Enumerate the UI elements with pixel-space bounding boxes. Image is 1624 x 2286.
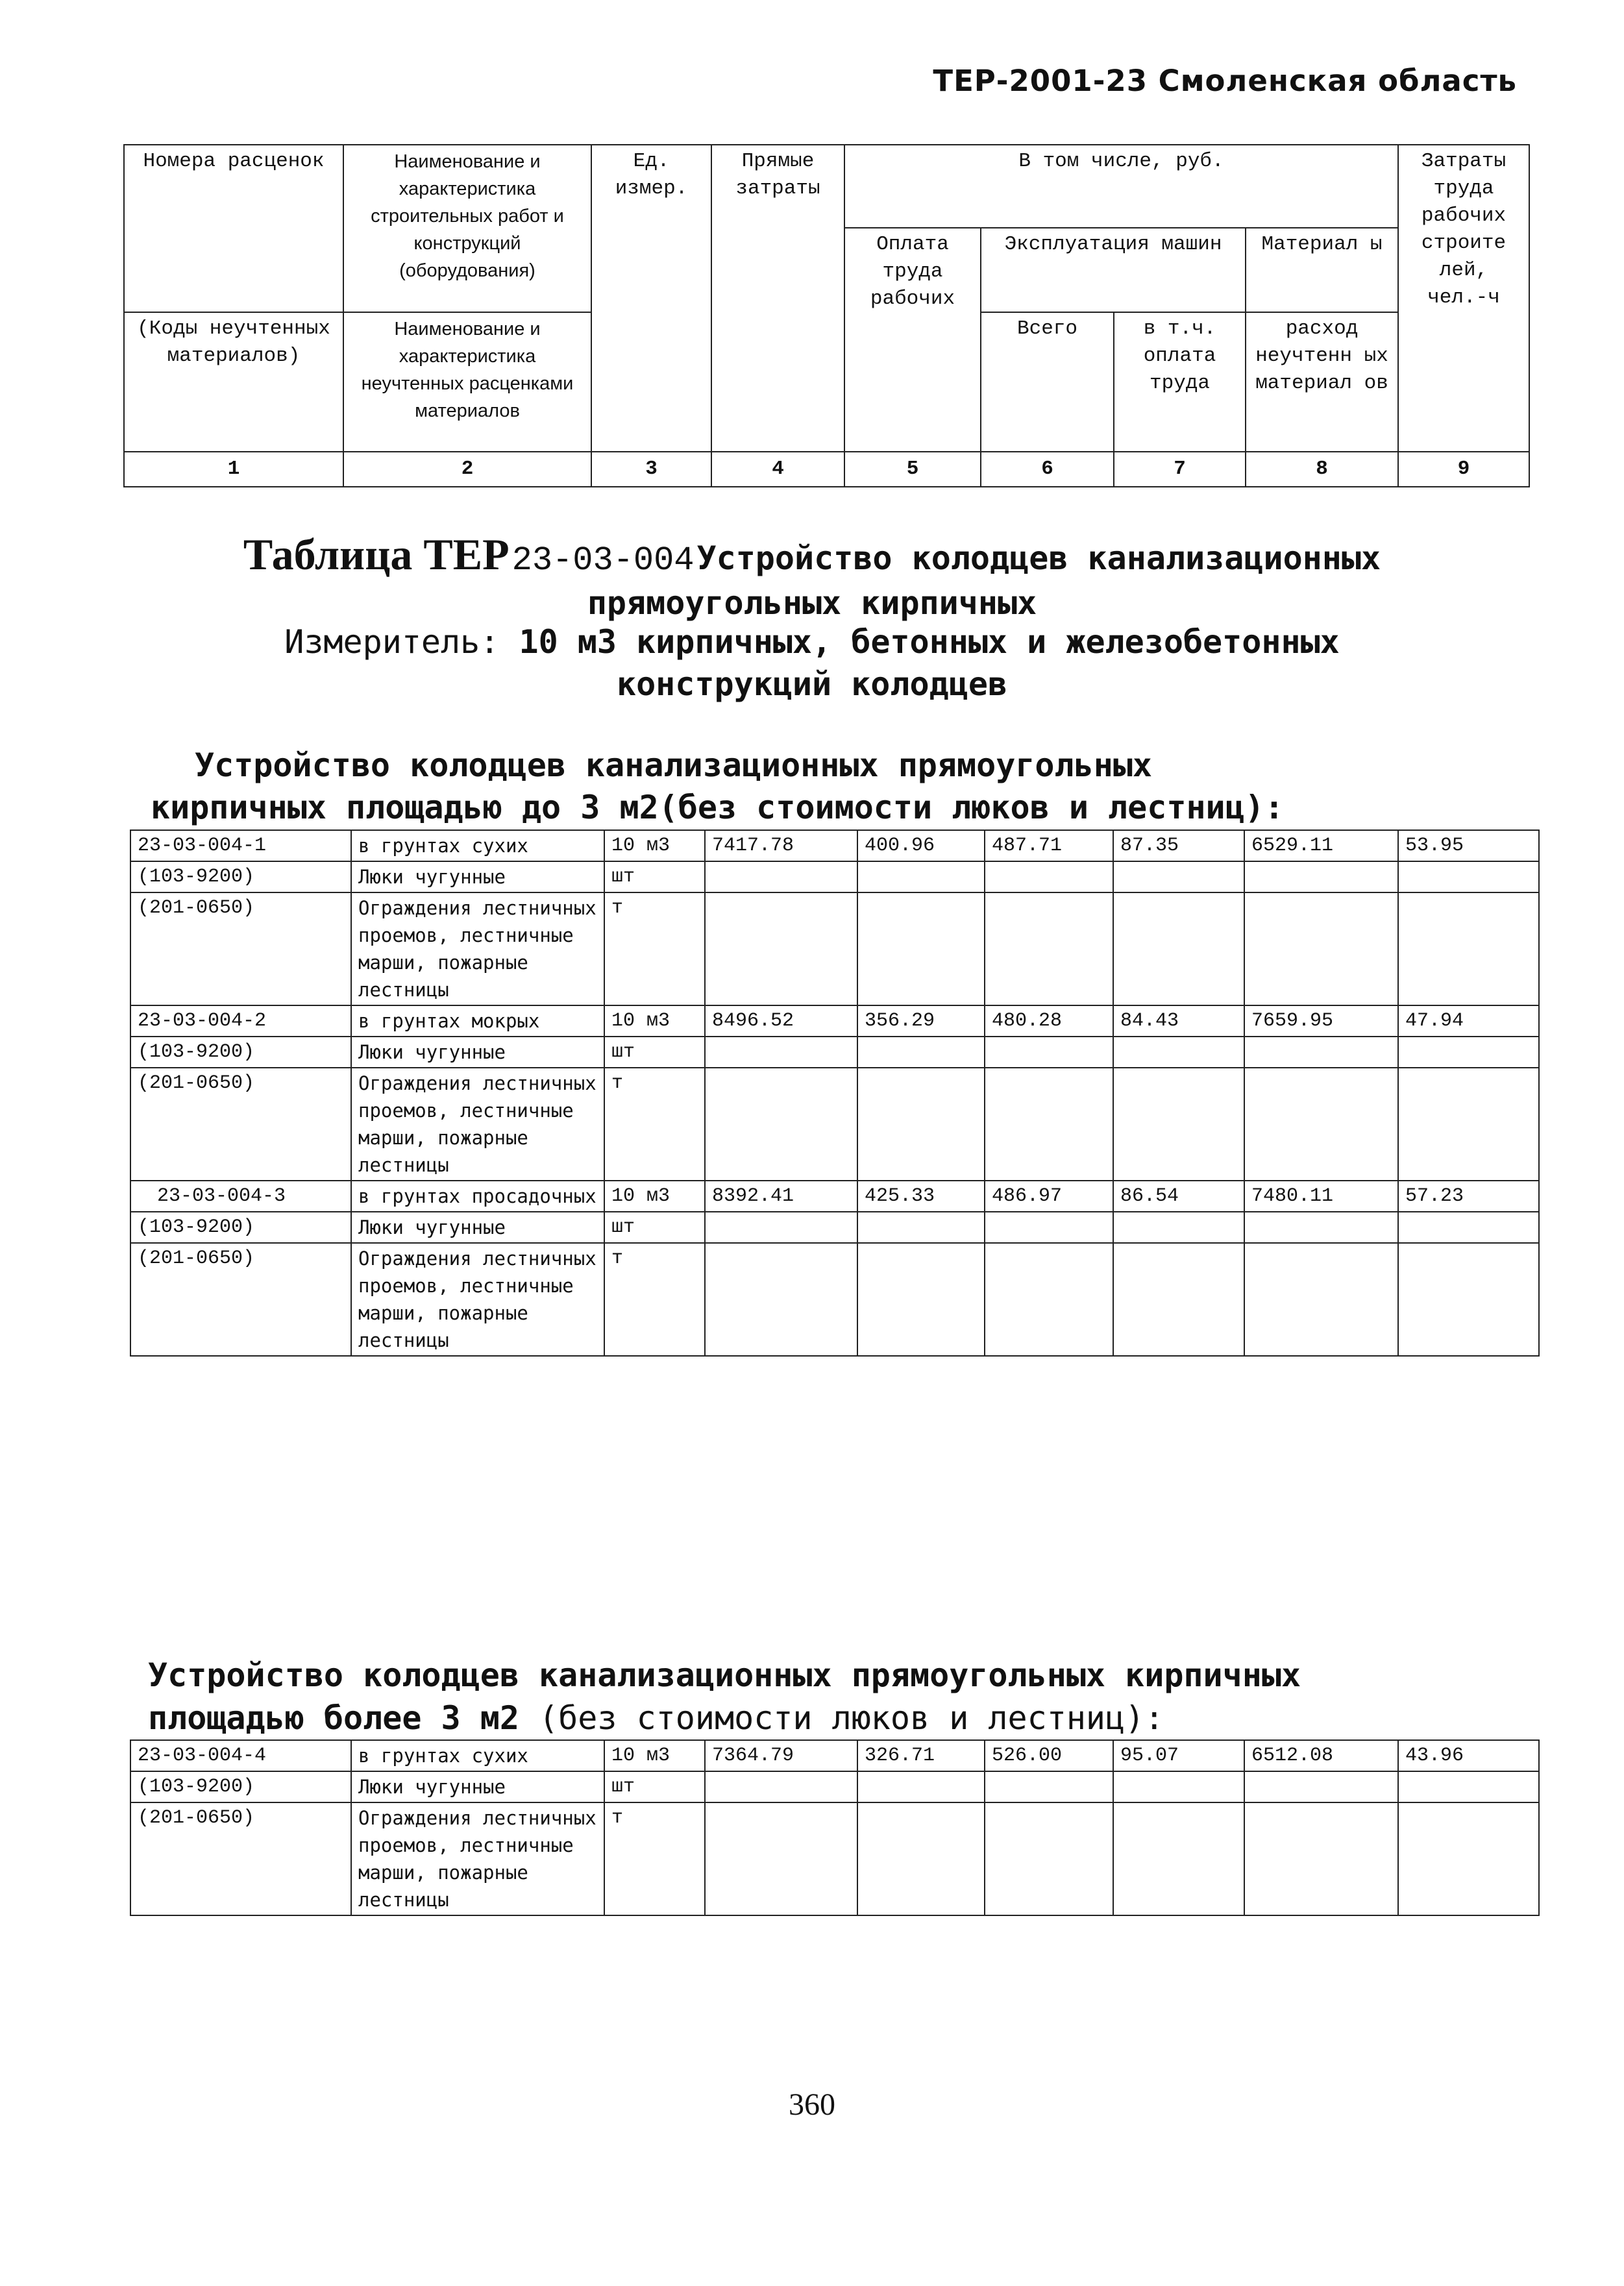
labor-pay-cell: [857, 1037, 985, 1068]
column-number: 1: [124, 452, 343, 487]
table-row: [130, 1005, 1539, 1037]
labor-pay-cell: 356.29: [857, 1005, 985, 1037]
section1-subtitle: [151, 789, 1284, 826]
direct-costs-cell: [705, 1212, 857, 1243]
machines-labor-cell: [1113, 1037, 1244, 1068]
labor-pay-cell: 400.96: [857, 830, 985, 861]
machines-total-cell: 480.28: [985, 1005, 1113, 1037]
labor-hours-cell: [1398, 1802, 1539, 1915]
column-number: 4: [711, 452, 844, 487]
machines-total-cell: [985, 1243, 1113, 1356]
materials-cell: [1244, 861, 1398, 892]
labor-pay-cell: [857, 892, 985, 1005]
materials-cell: 7659.95: [1244, 1005, 1398, 1037]
materials-cell: [1244, 1068, 1398, 1181]
rate-code-cell: 23-03-004-1: [130, 830, 351, 861]
direct-costs-cell: [705, 1243, 857, 1356]
rate-code-cell: (103-9200): [130, 1771, 351, 1802]
caption-meter: [0, 623, 1624, 661]
labor-pay-cell: 425.33: [857, 1181, 985, 1212]
labor-hours-cell: [1398, 1068, 1539, 1181]
materials-cell: 6512.08: [1244, 1740, 1398, 1771]
rate-code-cell: (103-9200): [130, 861, 351, 892]
unit-cell: 10 м3: [604, 1005, 705, 1037]
rates-table-1: [130, 830, 1540, 1357]
machines-total-cell: [985, 892, 1113, 1005]
machines-total-cell: [985, 1212, 1113, 1243]
rate-code-cell: 23-03-004-4: [130, 1740, 351, 1771]
section2-area: площадью более 3 м2: [148, 1699, 519, 1737]
work-name-cell: в грунтах сухих: [351, 830, 604, 861]
direct-costs-cell: [705, 861, 857, 892]
meter-value-line2: конструкций колодцев: [616, 665, 1008, 703]
meter-value: 10 м3 кирпичных, бетонных и железобетонных: [519, 623, 1340, 661]
table-row: [130, 1740, 1539, 1771]
unit-cell: шт: [604, 861, 705, 892]
direct-costs-cell: [705, 1068, 857, 1181]
direct-costs-cell: 8392.41: [705, 1181, 857, 1212]
header-materials: Материал ы: [1246, 228, 1398, 312]
materials-cell: [1244, 1771, 1398, 1802]
header-direct-costs: Прямые затраты: [711, 145, 844, 452]
rate-code-cell: (103-9200): [130, 1037, 351, 1068]
labor-hours-cell: 57.23: [1398, 1181, 1539, 1212]
machines-total-cell: [985, 1771, 1113, 1802]
work-name-cell: в грунтах сухих: [351, 1740, 604, 1771]
section1-title: Устройство колодцев канализационных прямоугольных: [195, 746, 1153, 784]
rate-code-cell: 23-03-004-2: [130, 1005, 351, 1037]
rate-code-cell: (201-0650): [130, 1802, 351, 1915]
labor-hours-cell: [1398, 1037, 1539, 1068]
section2-title: Устройство колодцев канализационных прямоугольных кирпичных: [148, 1656, 1301, 1694]
labor-hours-cell: [1398, 1771, 1539, 1802]
table-caption: [0, 529, 1624, 580]
work-name-cell: Люки чугунные: [351, 1037, 604, 1068]
machines-total-cell: [985, 861, 1113, 892]
unit-cell: 10 м3: [604, 1181, 705, 1212]
caption-lead: Таблица ТЕР: [243, 530, 510, 579]
header-labor-pay: Оплата труда рабочих: [844, 228, 981, 452]
rates-table-2: [130, 1739, 1540, 1916]
unit-cell: т: [604, 1243, 705, 1356]
column-number: 3: [591, 452, 711, 487]
meter-label: Измеритель:: [284, 623, 500, 661]
table-row: [130, 1068, 1539, 1181]
direct-costs-cell: [705, 1037, 857, 1068]
labor-hours-cell: 47.94: [1398, 1005, 1539, 1037]
machines-labor-cell: 84.43: [1113, 1005, 1244, 1037]
header-machines-total: Всего: [981, 312, 1114, 452]
labor-pay-cell: [857, 1771, 985, 1802]
header-unaccounted-materials: расход неучтенн ых материал ов: [1246, 312, 1398, 452]
section2-subtitle: [148, 1699, 1164, 1737]
table-row: [130, 1243, 1539, 1356]
rate-code-cell: (103-9200): [130, 1212, 351, 1243]
table-row: [130, 830, 1539, 861]
work-name-cell: в грунтах мокрых: [351, 1005, 604, 1037]
machines-labor-cell: [1113, 1802, 1244, 1915]
machines-labor-cell: [1113, 892, 1244, 1005]
work-name-cell: Ограждения лестничных проемов, лестничные марши, пожарные лестницы: [351, 892, 604, 1005]
work-name-cell: Люки чугунные: [351, 1212, 604, 1243]
unit-cell: т: [604, 892, 705, 1005]
page-number: 360: [789, 2087, 835, 2122]
machines-labor-cell: [1113, 1771, 1244, 1802]
machines-total-cell: [985, 1068, 1113, 1181]
materials-cell: [1244, 1212, 1398, 1243]
unit-cell: шт: [604, 1212, 705, 1243]
labor-pay-cell: [857, 861, 985, 892]
direct-costs-cell: [705, 1802, 857, 1915]
machines-labor-cell: 87.35: [1113, 830, 1244, 861]
rate-code-cell: (201-0650): [130, 892, 351, 1005]
section1-note: (без стоимости люков и лестниц):: [658, 789, 1284, 826]
unit-cell: 10 м3: [604, 830, 705, 861]
section2-note: (без стоимости люков и лестниц):: [539, 1699, 1164, 1737]
header-labor-hours: Затраты труда рабочих строите лей, чел.-ч: [1398, 145, 1529, 452]
header-rate-numbers: Номера расценок: [124, 145, 343, 228]
materials-cell: 7480.11: [1244, 1181, 1398, 1212]
column-number: 5: [844, 452, 981, 487]
work-name-cell: Люки чугунные: [351, 1771, 604, 1802]
section1-area: кирпичных площадью до 3 м2: [151, 789, 659, 826]
header-material-codes: (Коды неучтенных материалов): [124, 312, 343, 452]
work-name-cell: Ограждения лестничных проемов, лестничные марши, пожарные лестницы: [351, 1243, 604, 1356]
rate-code-cell: 23-03-004-3: [130, 1181, 351, 1212]
table-row: [130, 1212, 1539, 1243]
unit-cell: шт: [604, 1037, 705, 1068]
column-number: 8: [1246, 452, 1398, 487]
column-number: 2: [343, 452, 591, 487]
labor-hours-cell: [1398, 861, 1539, 892]
caption-title-line2: прямоугольных кирпичных: [587, 584, 1037, 622]
rate-code-cell: (201-0650): [130, 1068, 351, 1181]
header-machines: Эксплуатация машин: [981, 228, 1246, 312]
unit-cell: шт: [604, 1771, 705, 1802]
labor-pay-cell: [857, 1212, 985, 1243]
table-row: [130, 892, 1539, 1005]
machines-labor-cell: [1113, 1243, 1244, 1356]
machines-total-cell: 486.97: [985, 1181, 1113, 1212]
labor-hours-cell: [1398, 1212, 1539, 1243]
labor-hours-cell: [1398, 892, 1539, 1005]
running-head: ТЕР-2001-23 Смоленская область: [933, 64, 1517, 98]
caption-code: 23-03-004: [511, 541, 695, 580]
header-blank: [124, 228, 343, 312]
header-material-names: Наименование и характеристика неучтенных расценками материалов: [343, 312, 591, 452]
work-name-cell: Люки чугунные: [351, 861, 604, 892]
unit-cell: т: [604, 1802, 705, 1915]
machines-labor-cell: [1113, 861, 1244, 892]
direct-costs-cell: [705, 892, 857, 1005]
labor-pay-cell: [857, 1243, 985, 1356]
labor-pay-cell: [857, 1802, 985, 1915]
materials-cell: 6529.11: [1244, 830, 1398, 861]
machines-labor-cell: 86.54: [1113, 1181, 1244, 1212]
labor-hours-cell: 43.96: [1398, 1740, 1539, 1771]
header-including-group: В том числе, руб.: [844, 145, 1398, 228]
labor-pay-cell: 326.71: [857, 1740, 985, 1771]
direct-costs-cell: [705, 1771, 857, 1802]
machines-total-cell: 487.71: [985, 830, 1113, 861]
work-name-cell: в грунтах просадочных: [351, 1181, 604, 1212]
machines-total-cell: 526.00: [985, 1740, 1113, 1771]
work-name-cell: Ограждения лестничных проемов, лестничные марши, пожарные лестницы: [351, 1802, 604, 1915]
materials-cell: [1244, 1802, 1398, 1915]
direct-costs-cell: 8496.52: [705, 1005, 857, 1037]
table-row: [130, 1771, 1539, 1802]
unit-cell: 10 м3: [604, 1740, 705, 1771]
header-work-name: Наименование и характеристика строительных работ и конструкций (оборудования): [343, 145, 591, 312]
column-number: 6: [981, 452, 1114, 487]
column-number-row: [124, 452, 1529, 487]
materials-cell: [1244, 1243, 1398, 1356]
direct-costs-cell: 7364.79: [705, 1740, 857, 1771]
rate-code-cell: (201-0650): [130, 1243, 351, 1356]
machines-total-cell: [985, 1802, 1113, 1915]
unit-cell: т: [604, 1068, 705, 1181]
table-row: [130, 1181, 1539, 1212]
materials-cell: [1244, 1037, 1398, 1068]
machines-total-cell: [985, 1037, 1113, 1068]
caption-title: Устройство колодцев канализационных: [696, 539, 1381, 577]
labor-hours-cell: [1398, 1243, 1539, 1356]
direct-costs-cell: 7417.78: [705, 830, 857, 861]
column-number: 9: [1398, 452, 1529, 487]
machines-labor-cell: [1113, 1068, 1244, 1181]
column-header-table: [123, 144, 1530, 487]
labor-hours-cell: 53.95: [1398, 830, 1539, 861]
table-row: [130, 1802, 1539, 1915]
materials-cell: [1244, 892, 1398, 1005]
table-row: [130, 1037, 1539, 1068]
machines-labor-cell: [1113, 1212, 1244, 1243]
header-unit: Ед. измер.: [591, 145, 711, 452]
column-number: 7: [1114, 452, 1246, 487]
labor-pay-cell: [857, 1068, 985, 1181]
header-machines-labor: в т.ч. оплата труда: [1114, 312, 1246, 452]
table-row: [130, 861, 1539, 892]
machines-labor-cell: 95.07: [1113, 1740, 1244, 1771]
work-name-cell: Ограждения лестничных проемов, лестничные марши, пожарные лестницы: [351, 1068, 604, 1181]
